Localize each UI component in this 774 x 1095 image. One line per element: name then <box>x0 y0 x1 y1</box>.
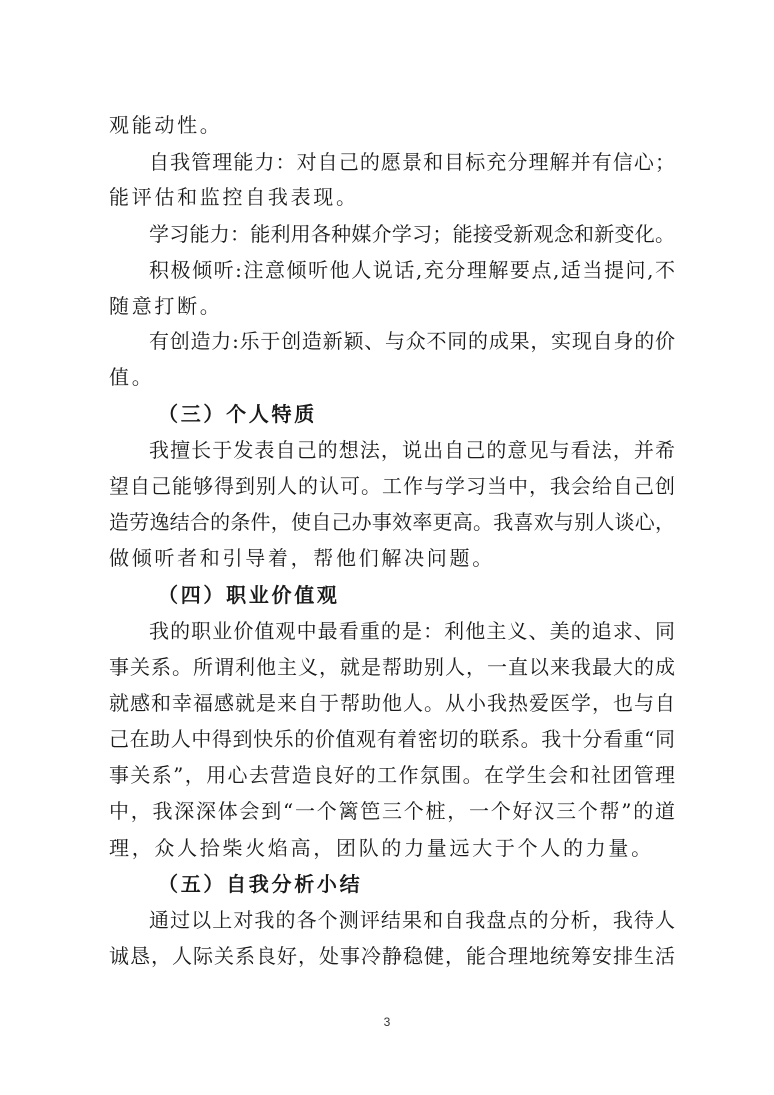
paragraph-line: 事关系”，用心去营造良好的工作氛围。在学生会和社团管理 <box>109 763 675 787</box>
paragraph-line: 自我管理能力：对自己的愿景和目标充分理解并有信心； <box>149 150 675 174</box>
paragraph-line: 值。 <box>109 365 155 389</box>
paragraph-line: 做倾听者和引导着，帮他们解决问题。 <box>109 546 495 570</box>
section-heading: （五）自我分析小结 <box>158 872 363 896</box>
section-heading: （四）职业价值观 <box>158 583 340 607</box>
paragraph-line: 观能动性。 <box>109 113 223 137</box>
paragraph-line: 中，我深深体会到“一个篱笆三个桩，一个好汉三个帮”的道 <box>109 799 675 823</box>
paragraph-line: 我的职业价值观中最看重的是：利他主义、美的追求、同 <box>149 619 675 643</box>
paragraph-line: 造劳逸结合的条件，使自己办事效率更高。我喜欢与别人谈心， <box>109 510 675 534</box>
paragraph-line: 理，众人拾柴火焰高，团队的力量远大于个人的力量。 <box>109 836 654 860</box>
section-heading: （三）个人特质 <box>158 402 317 426</box>
paragraph-line: 就感和幸福感就是来自于帮助他人。从小我热爱医学，也与自 <box>109 691 675 715</box>
paragraph-line: 通过以上对我的各个测评结果和自我盘点的分析，我待人 <box>149 908 675 932</box>
paragraph-line: 诚恳，人际关系良好，处事冷静稳健，能合理地统筹安排生活 <box>109 944 675 968</box>
paragraph-line: 事关系。所谓利他主义，就是帮助别人，一直以来我最大的成 <box>109 655 675 679</box>
page-number: 3 <box>383 1015 391 1029</box>
paragraph-line: 望自己能够得到别人的认可。工作与学习当中，我会给自己创 <box>109 474 675 498</box>
paragraph-line: 积极倾听:注意倾听他人说话,充分理解要点,适当提问,不 <box>149 258 675 282</box>
paragraph-line: 己在助人中得到快乐的价值观有着密切的联系。我十分看重“同 <box>109 727 675 751</box>
paragraph-line: 学习能力：能利用各种媒介学习；能接受新观念和新变化。 <box>149 222 675 246</box>
paragraph-line: 有创造力:乐于创造新颖、与众不同的成果，实现自身的价 <box>149 329 675 353</box>
paragraph-line: 我擅长于发表自己的想法，说出自己的意见与看法，并希 <box>149 438 675 462</box>
paragraph-line: 随意打断。 <box>109 294 223 318</box>
paragraph-line: 能评估和监控自我表现。 <box>109 185 359 209</box>
